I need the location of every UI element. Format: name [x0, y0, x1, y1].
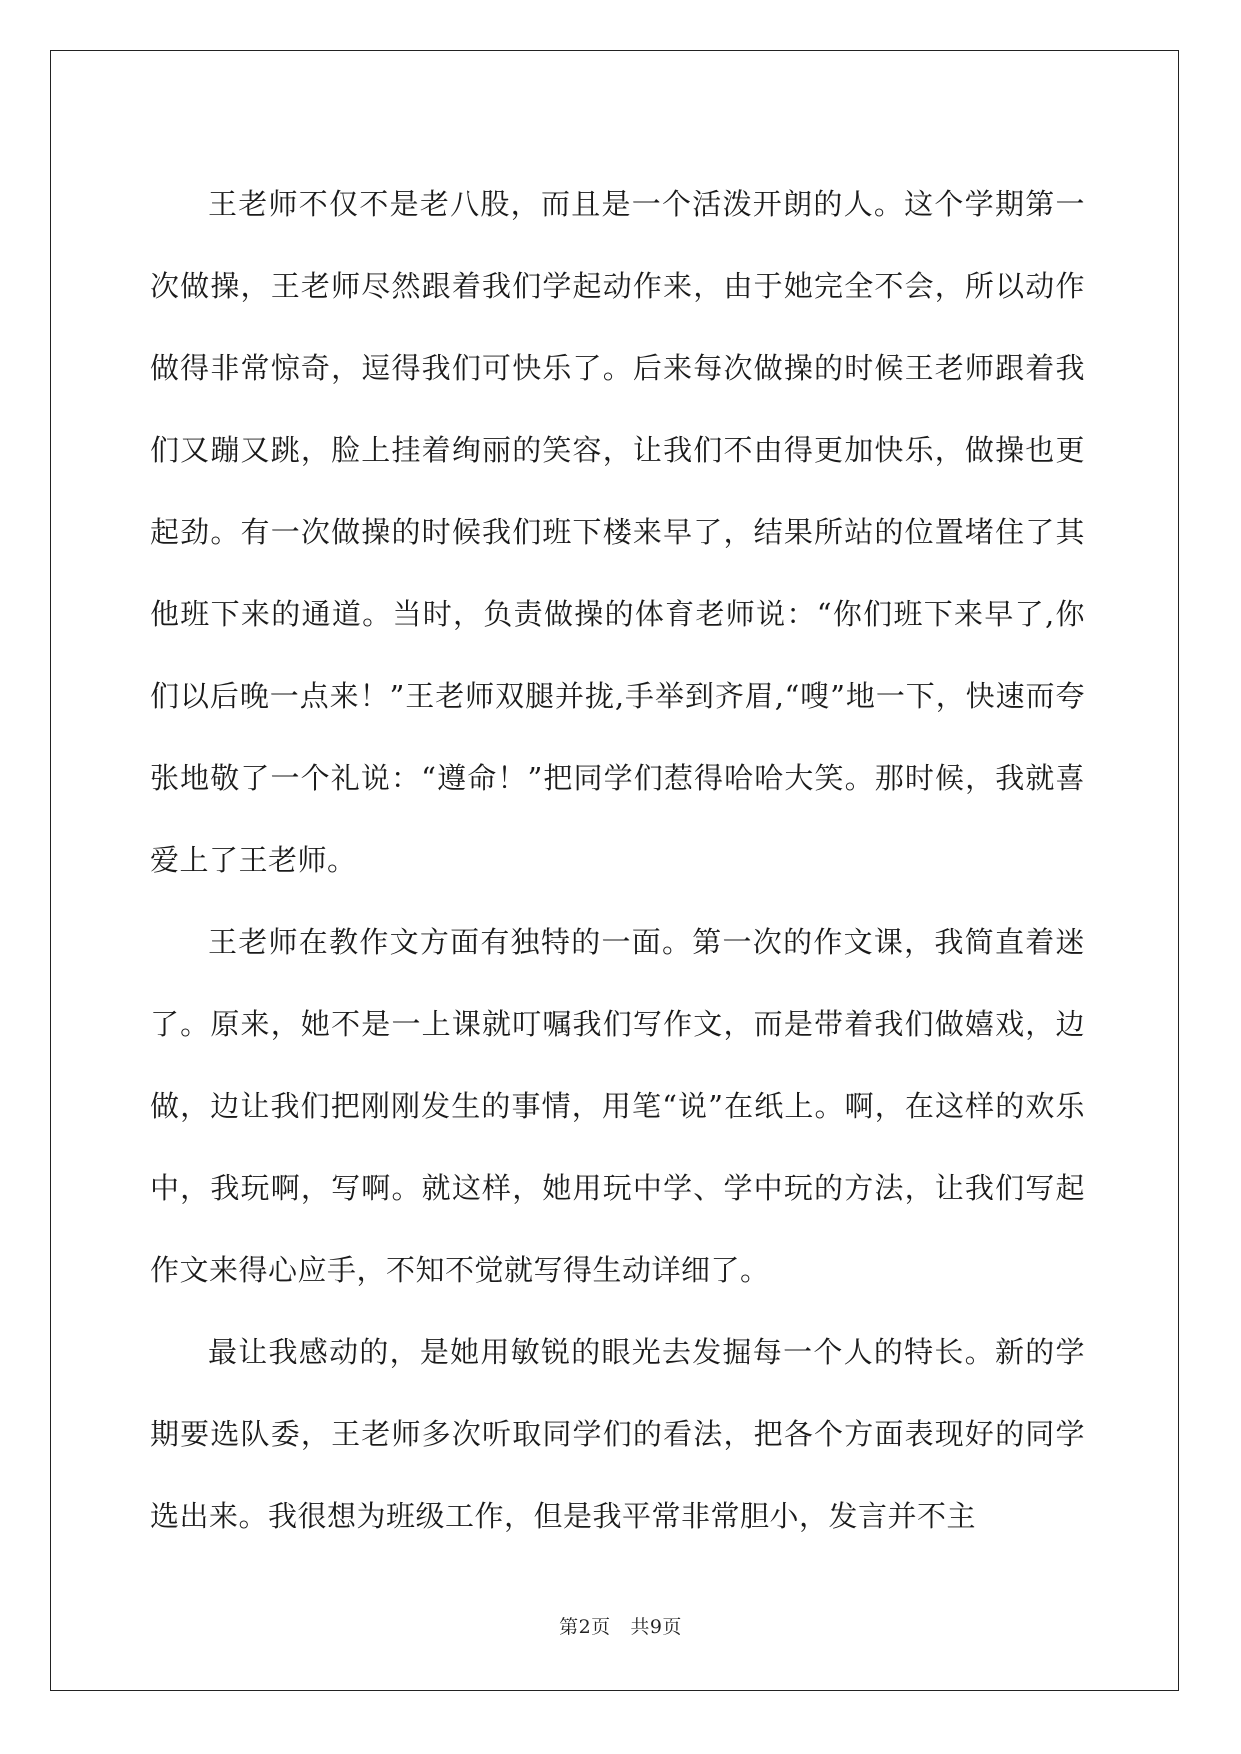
page-total: 共9页	[630, 1616, 682, 1638]
paragraph-3: 最让我感动的，是她用敏锐的眼光去发掘每一个人的特长。新的学期要选队委，王老师多次听取同学们的看法，把各个方面表现好的同学选出来。我很想为班级工作，但是我平常非常胆小，发言并不主	[150, 1335, 1085, 1533]
document-body	[150, 163, 1085, 1557]
paragraph-1: 王老师不仅不是老八股，而且是一个活泼开朗的人。这个学期第一次做操，王老师尽然跟着我们学起动作来，由于她完全不会，所以动作做得非常惊奇，逗得我们可快乐了。后来每次做操的时候王老师跟着我们又蹦又跳，脸上挂着绚丽的笑容，让我们不由得更加快乐，做操也更起劲。有一次做操的时候我们班下楼来早了，结果所站的位置堵住了其他班下来的通道。当时，负责做操的体育老师说：“你们班下来早了,你们以后晚一点来！”王老师双腿并拢,手举到齐眉,“嗖”地一下，快速而夸张地敬了一个礼说：“遵命！”把同学们惹得哈哈大笑。那时候，我就喜爱上了王老师。	[150, 187, 1085, 877]
paragraph-2: 王老师在教作文方面有独特的一面。第一次的作文课，我简直着迷了。原来，她不是一上课就叮嘱我们写作文，而是带着我们做嬉戏，边做，边让我们把刚刚发生的事情，用笔“说”在纸上。啊，在这样的欢乐中，我玩啊，写啊。就这样，她用玩中学、学中玩的方法，让我们写起作文来得心应手，不知不觉就写得生动详细了。	[150, 925, 1085, 1287]
page-number: 第2页	[559, 1616, 611, 1638]
page-footer	[0, 1612, 1241, 1639]
